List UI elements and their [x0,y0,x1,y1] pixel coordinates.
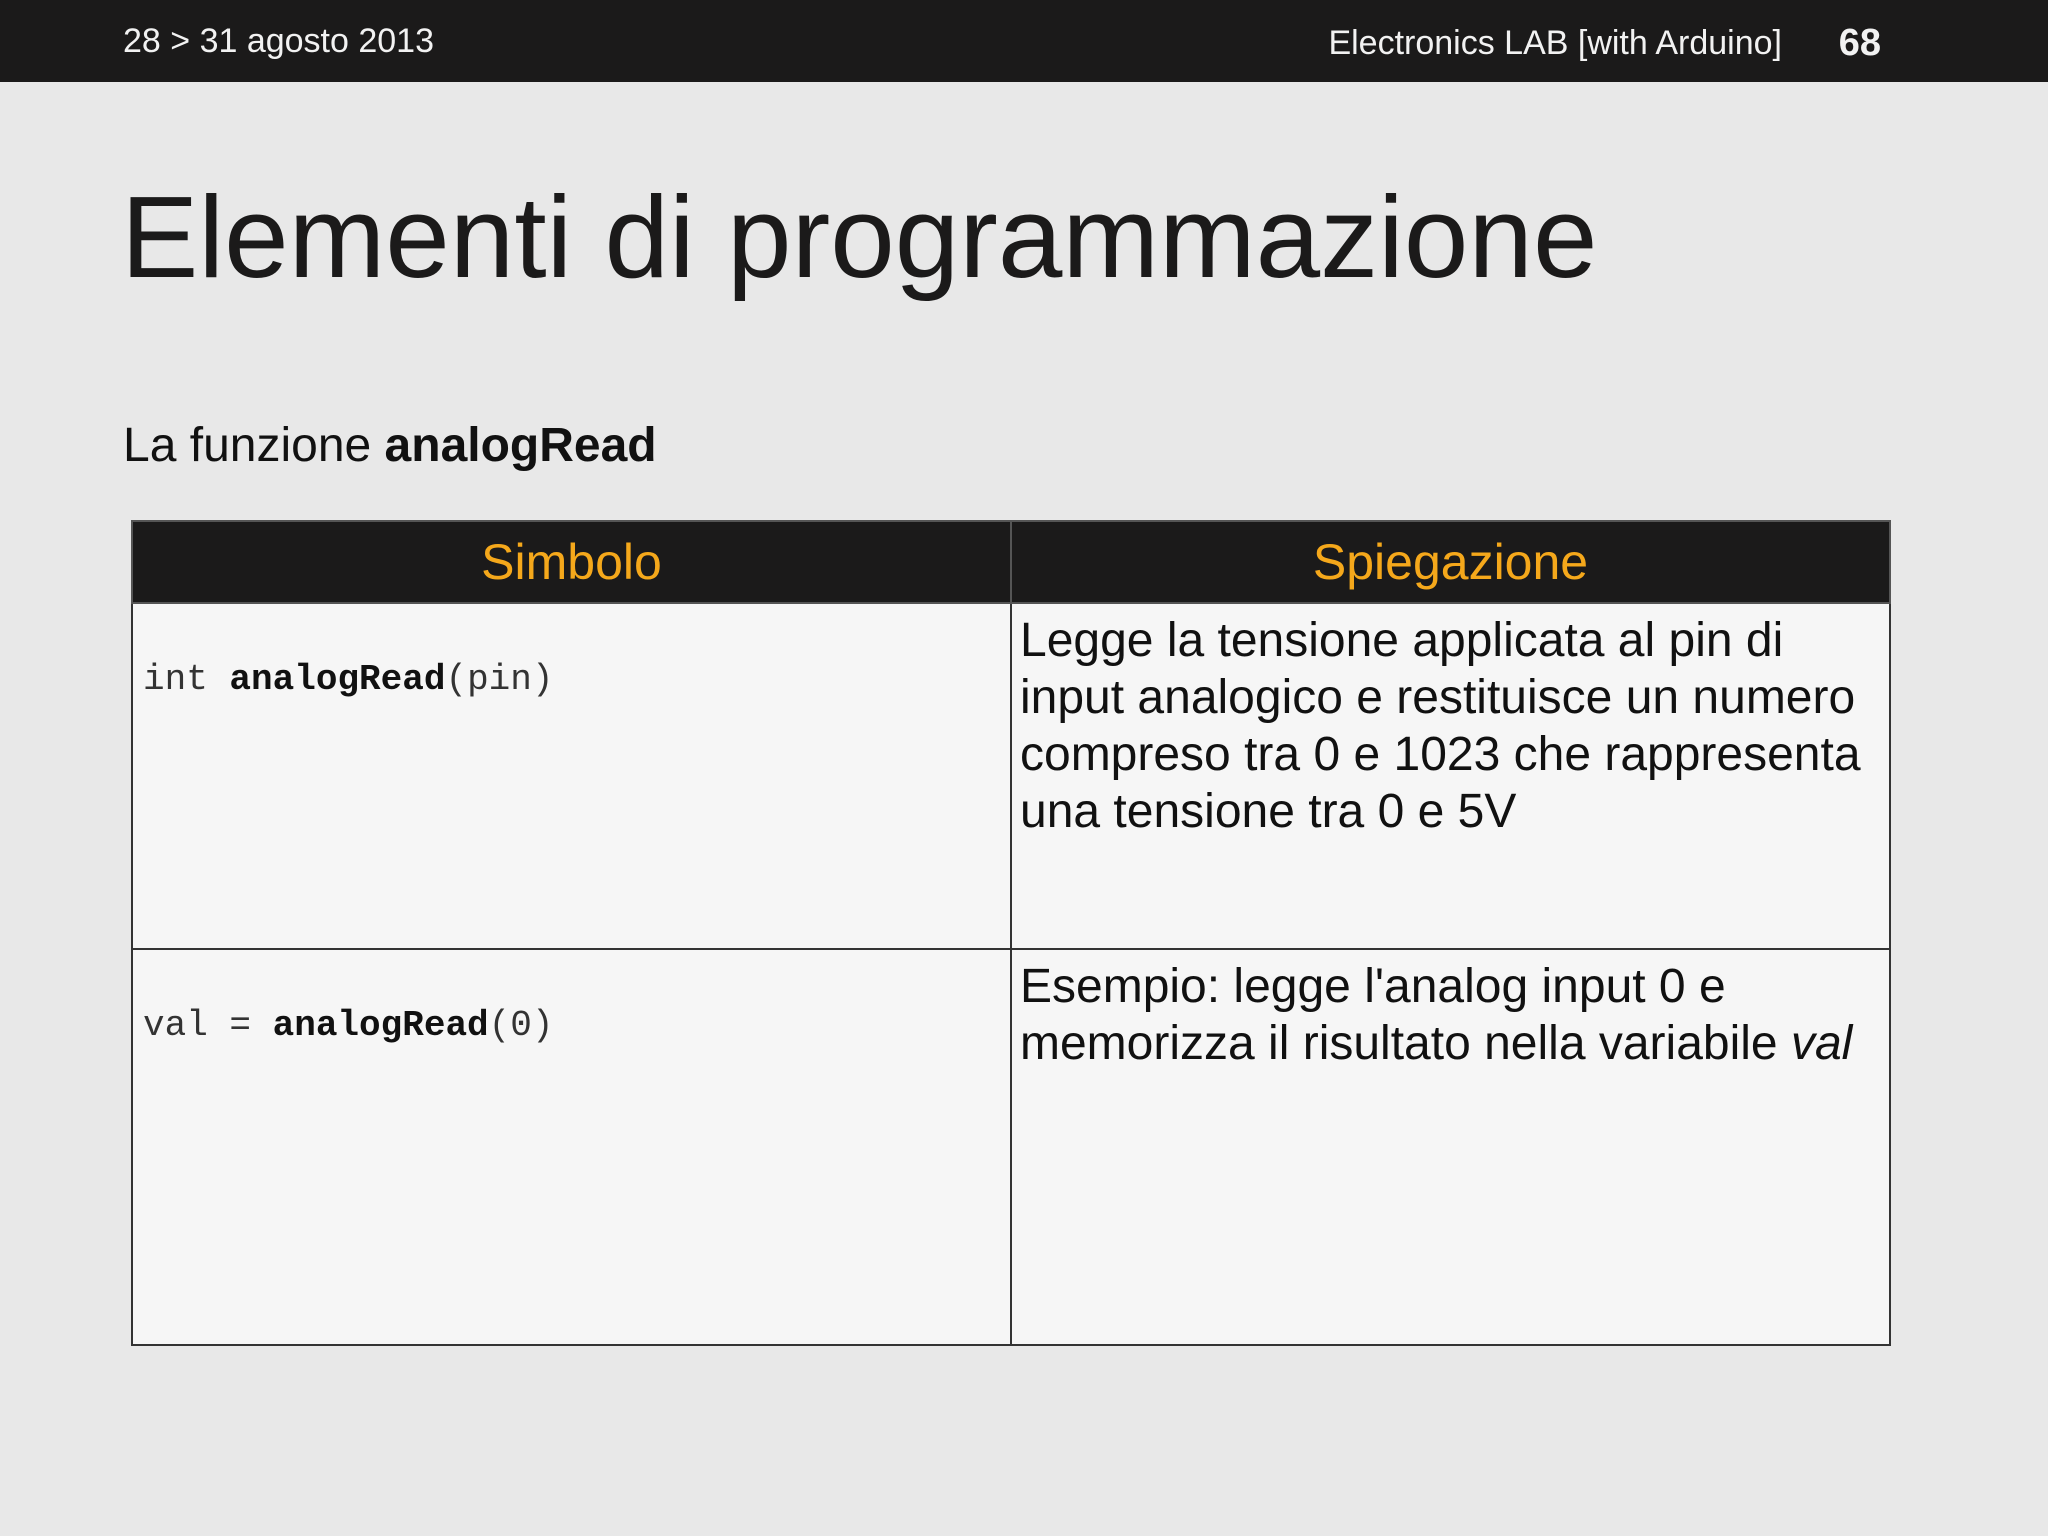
code-snippet [133,950,1010,1046]
explanation-cell [1011,949,1890,1345]
table-header-row [132,521,1890,603]
header-explanation: Spiegazione [1011,521,1890,603]
explanation-italic: val [1790,1017,1853,1070]
header-symbol: Simbolo [132,521,1011,603]
code-function: analogRead [229,659,446,700]
code-function: analogRead [272,1005,489,1046]
course-title: Electronics LAB [with Arduino] [1328,24,1782,62]
explanation-text [1012,604,1889,840]
page-number: 68 [1838,22,1881,64]
explanation-text [1012,950,1889,1072]
slide-title: Elementi di programmazione [121,172,1598,302]
code-prefix: int [143,659,230,700]
slide-subtitle [123,418,657,474]
top-bar [0,0,2048,82]
code-suffix: (0) [488,1005,554,1046]
table-row [132,949,1890,1345]
code-snippet [133,604,1010,700]
explanation-body: Legge la tensione applicata al pin di input analogico e restituisce un numero compreso tra 0 e 1023 che rappresenta una tensione tra 0 e 5V [1020,614,1861,838]
function-table [131,520,1891,1346]
event-date: 28 > 31 agosto 2013 [123,22,434,60]
subtitle-prefix: La funzione [123,419,385,472]
symbol-cell [132,603,1011,949]
code-prefix: val = [143,1005,273,1046]
table-row [132,603,1890,949]
explanation-body: Esempio: legge l'analog input 0 e memorizza il risultato nella variabile [1020,960,1791,1070]
explanation-cell [1011,603,1890,949]
code-suffix: (pin) [445,659,554,700]
symbol-cell [132,949,1011,1345]
subtitle-function-name: analogRead [384,419,657,472]
